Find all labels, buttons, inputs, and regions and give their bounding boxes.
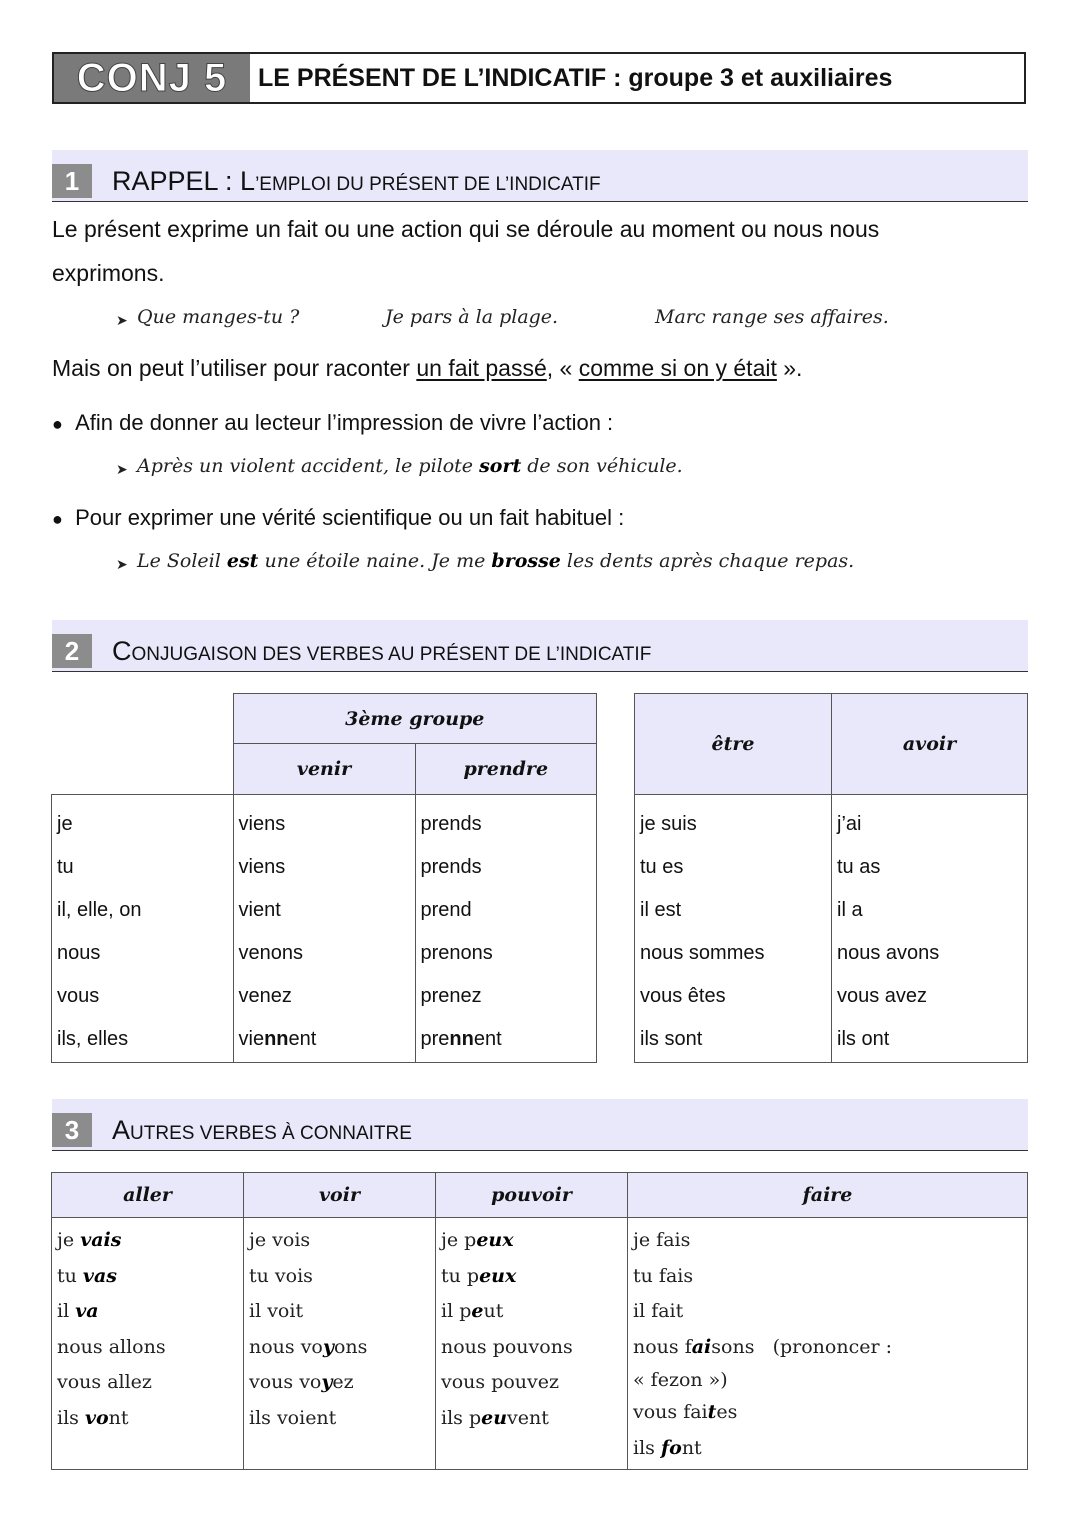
auxiliaries-table (634, 693, 1028, 1063)
prendre-column: prends prends prend prenons prenez prennent (415, 795, 597, 1063)
bullet-icon: ● (52, 509, 63, 529)
intro-line-1: Le présent exprime un fait ou une action qui se déroule au moment ou nous nous (52, 216, 880, 242)
intro-line-2: exprimons. (52, 260, 165, 286)
verb-header: voir (244, 1173, 436, 1218)
voir-column: je vois tu vois il voit nous voyons vous voyez ils voient (244, 1218, 436, 1470)
section-1-header (52, 150, 1028, 202)
aller-column: je vais tu vas il va nous allons vous allez ils vont (52, 1218, 244, 1470)
section-title: RAPPEL : L’EMPLOI DU PRÉSENT DE L’INDICATIF (112, 166, 601, 196)
faire-column: je fais tu fais il fait nous faisons (prononcer : « fezon ») vous faites ils font (628, 1218, 1028, 1470)
pronoun-column: je tu il, elle, on nous vous ils, elles (52, 795, 234, 1063)
aux-header: être (635, 694, 832, 795)
example: Après un violent accident, le pilote sort de son véhicule. (137, 455, 683, 477)
example: Je pars à la plage. (385, 306, 559, 328)
verb-header: faire (628, 1173, 1028, 1218)
verb-header: aller (52, 1173, 244, 1218)
venir-column: viens viens vient venons venez viennent (233, 795, 415, 1063)
section-number: 2 (52, 634, 92, 668)
verb-header: venir (233, 744, 415, 795)
section-title: CONJUGAISON DES VERBES AU PRÉSENT DE L’INDICATIF (112, 636, 652, 666)
lesson-title: LE PRÉSENT DE L’INDICATIF : groupe 3 et auxiliaires (258, 63, 893, 92)
avoir-column: j’ai tu as il a nous avons vous avez ils ont (832, 795, 1028, 1063)
usage-sentence: Mais on peut l’utiliser pour raconter un fait passé, « comme si on y était ». (52, 355, 803, 381)
arrow-icon: ➤ (116, 461, 128, 477)
section-number: 1 (52, 164, 92, 198)
bullet-item: ● Afin de donner au lecteur l’impression de vivre l’action : (52, 410, 614, 435)
third-group-table (51, 693, 597, 1063)
section-3-header (52, 1099, 1028, 1151)
etre-column: je suis tu es il est nous sommes vous êtes ils sont (635, 795, 832, 1063)
lesson-tag: CONJ 5 (54, 54, 250, 102)
example: Marc range ses affaires. (655, 306, 889, 328)
example: Que manges-tu ? (137, 306, 300, 328)
bullet-icon: ● (52, 414, 63, 434)
section-number: 3 (52, 1113, 92, 1147)
aux-header: avoir (832, 694, 1028, 795)
example: Le Soleil est une étoile naine. Je me brosse les dents après chaque repas. (137, 550, 855, 572)
section-title: AUTRES VERBES À CONNAITRE (112, 1115, 412, 1145)
section-2-header (52, 620, 1028, 672)
verb-header: pouvoir (436, 1173, 628, 1218)
title-box (52, 52, 1026, 104)
pouvoir-column: je peux tu peux il peut nous pouvons vous pouvez ils peuvent (436, 1218, 628, 1470)
empty-corner (52, 694, 234, 795)
arrow-icon: ➤ (116, 312, 128, 328)
verb-header: prendre (415, 744, 597, 795)
group-header: 3ème groupe (233, 694, 597, 744)
arrow-icon: ➤ (116, 556, 128, 572)
bullet-item: ● Pour exprimer une vérité scientifique ou un fait habituel : (52, 505, 625, 530)
other-verbs-table (51, 1172, 1028, 1470)
